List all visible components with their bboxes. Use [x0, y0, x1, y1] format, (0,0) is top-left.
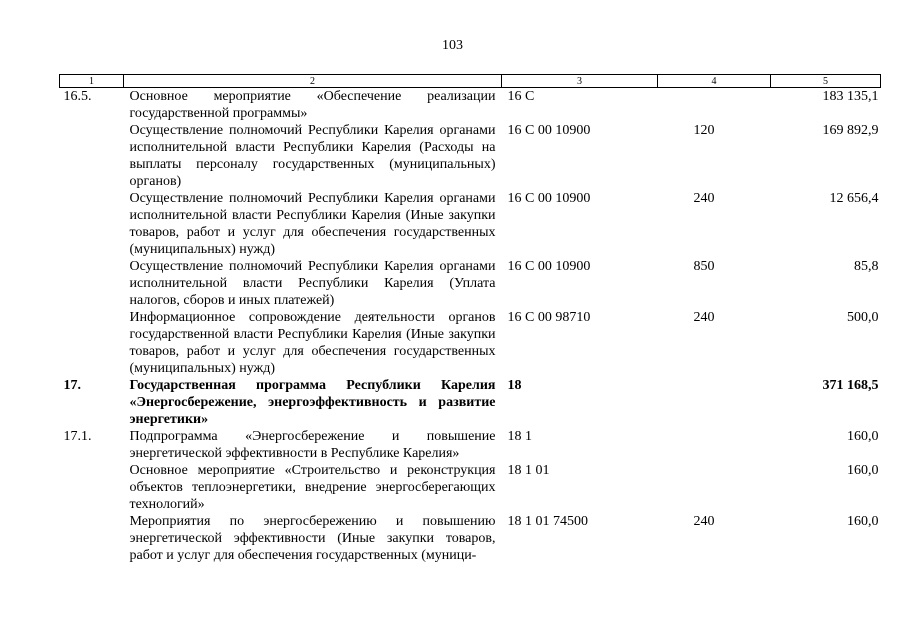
target-code: 16 С 00 98710 — [507, 310, 591, 325]
item-number — [60, 258, 124, 309]
item-number — [60, 190, 124, 258]
item-name: Информационное сопровождение деятельности органов государственной власти Республики Карелия (Иные закупки товаров, работ и услуг для обеспечения государственных (муниципальных) нужд) — [129, 310, 496, 376]
table-row — [60, 309, 881, 377]
table-row — [60, 428, 881, 462]
target-code: 16 С 00 10900 — [507, 123, 591, 138]
item-number: 16.5. — [63, 89, 92, 104]
item-number — [60, 513, 124, 564]
amount: 169 892,9 — [822, 123, 879, 138]
amount: 160,0 — [847, 514, 879, 529]
item-name: Осуществление полномочий Республики Карелия органами исполнительной власти Республики Карелия (Расходы на выплаты персоналу государственных (муниципальных) органов) — [129, 123, 496, 189]
column-number-5: 5 — [771, 75, 881, 88]
column-number-4: 4 — [658, 75, 771, 88]
table-row — [60, 377, 881, 428]
amount: 371 168,5 — [822, 378, 879, 393]
table-row — [60, 462, 881, 513]
table-row — [60, 258, 881, 309]
item-name: Осуществление полномочий Республики Карелия органами исполнительной власти Республики Карелия (Иные закупки товаров, работ и услуг для обеспечения государственных (муниципальных) нужд) — [129, 191, 496, 257]
column-number-2: 2 — [124, 75, 502, 88]
expense-type-code: 120 — [693, 123, 715, 138]
item-name: Мероприятия по энергосбережению и повышению энергетической эффективности (Иные закупки товаров, работ и услуг для обеспечения государственных (муници- — [129, 514, 496, 563]
table-row — [60, 88, 881, 123]
expense-type-code — [658, 462, 771, 513]
item-number — [60, 462, 124, 513]
expense-type-code — [658, 88, 771, 123]
table-row — [60, 190, 881, 258]
amount: 160,0 — [847, 429, 879, 444]
target-code: 16 С 00 10900 — [507, 191, 591, 206]
item-number — [60, 122, 124, 190]
expense-type-code: 850 — [693, 259, 715, 274]
column-number-row — [60, 75, 881, 88]
amount: 500,0 — [847, 310, 879, 325]
target-code: 18 1 01 — [507, 463, 550, 478]
item-number: 17.1. — [63, 429, 92, 444]
expense-type-code — [658, 428, 771, 462]
target-code: 16 С 00 10900 — [507, 259, 591, 274]
item-name: Основное мероприятие «Строительство и реконструкция объектов теплоэнергетики, внедрение энергосберегающих технологий» — [129, 463, 496, 512]
page-number: 103 — [442, 38, 463, 53]
item-name: Подпрограмма «Энергосбережение и повышение энергетической эффективности в Республике Карелия» — [129, 429, 496, 461]
budget-table — [59, 74, 881, 564]
expense-type-code: 240 — [693, 191, 715, 206]
item-number — [60, 309, 124, 377]
amount: 160,0 — [847, 463, 879, 478]
target-code: 18 1 — [507, 429, 532, 444]
expense-type-code: 240 — [693, 310, 715, 325]
table-row — [60, 122, 881, 190]
item-name: Основное мероприятие «Обеспечение реализации государственной программы» — [129, 89, 496, 121]
item-number: 17. — [63, 378, 81, 393]
target-code: 18 1 01 74500 — [507, 514, 588, 529]
expense-type-code: 240 — [693, 514, 715, 529]
amount: 12 656,4 — [829, 191, 879, 206]
amount: 85,8 — [854, 259, 879, 274]
item-name: Государственная программа Республики Карелия «Энергосбережение, энергоэффективность и развитие энергетики» — [129, 378, 496, 427]
target-code: 18 — [507, 378, 522, 393]
table-row — [60, 513, 881, 564]
target-code: 16 С — [507, 89, 535, 104]
item-name: Осуществление полномочий Республики Карелия органами исполнительной власти Республики Карелия (Уплата налогов, сборов и иных платежей) — [129, 259, 496, 308]
column-number-1: 1 — [60, 75, 124, 88]
amount: 183 135,1 — [822, 89, 879, 104]
column-number-3: 3 — [502, 75, 658, 88]
expense-type-code — [658, 377, 771, 428]
